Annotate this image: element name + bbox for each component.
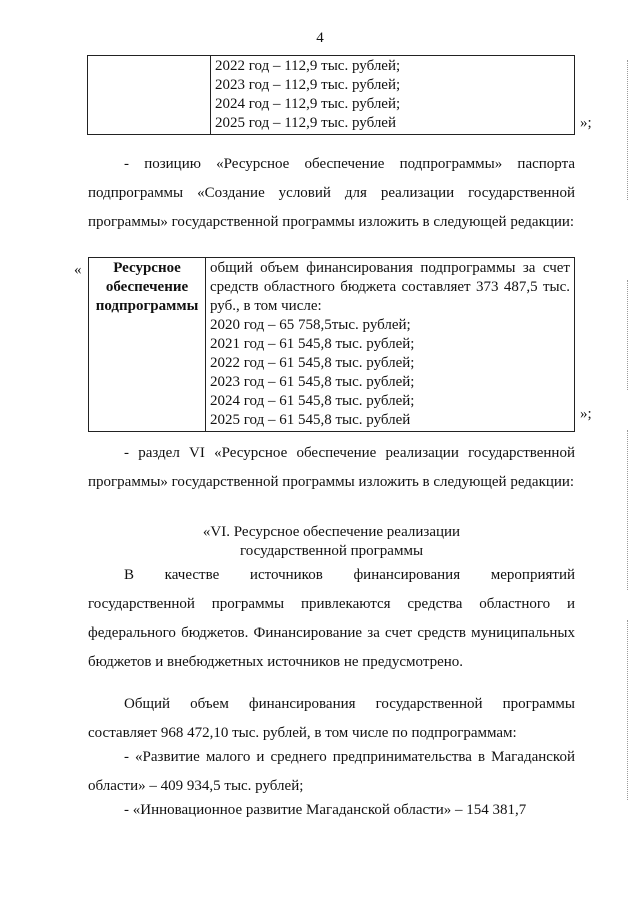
page-number: 4 xyxy=(316,30,324,46)
scan-margin-mark xyxy=(627,280,638,390)
empty-label-cell xyxy=(88,56,211,135)
instruction-paragraph xyxy=(88,439,575,497)
resource-provision-values xyxy=(206,258,575,432)
funding-lines-cell xyxy=(211,56,575,135)
funding-line: 2023 год – 61 545,8 тыс. рублей; xyxy=(210,374,415,390)
list-item-text: - «Развитие малого и среднего предпринимательства в Магаданской области» – 409 934,5 тыс. рублей; xyxy=(88,749,575,794)
funding-line: 2022 год – 61 545,8 тыс. рублей; xyxy=(210,355,415,371)
funding-line: 2021 год – 61 545,8 тыс. рублей; xyxy=(210,336,415,352)
closing-quote: »; xyxy=(580,406,592,422)
section-heading xyxy=(88,523,575,561)
funding-line: 2025 год – 61 545,8 тыс. рублей xyxy=(210,412,411,428)
funding-line: 2025 год – 112,9 тыс. рублей xyxy=(215,115,396,131)
funding-line: 2023 год – 112,9 тыс. рублей; xyxy=(215,77,401,93)
body-paragraph xyxy=(88,690,575,748)
funding-intro: общий объем финансирования подпрограммы за счет средств областного бюджета составляет 373 487,5 тыс. руб., в том числе: xyxy=(210,260,570,314)
funding-line: 2024 год – 61 545,8 тыс. рублей; xyxy=(210,393,415,409)
label-line: обеспечение xyxy=(105,279,189,295)
scan-margin-mark xyxy=(627,620,638,800)
instruction-text: - позицию «Ресурсное обеспечение подпрограммы» паспорта подпрограммы «Создание условий для реализации государственной программы» государственной программы изложить в следующей редакции: xyxy=(88,156,575,230)
instruction-text: - раздел VI «Ресурсное обеспечение реализации государственной программы» государственной программы изложить в следующей редакции: xyxy=(88,445,575,490)
resource-provision-label xyxy=(89,258,206,432)
section-heading-line: государственной программы xyxy=(239,543,424,559)
label-line: подпрограммы xyxy=(95,298,199,314)
body-paragraph xyxy=(88,561,575,677)
scan-margin-mark xyxy=(627,430,638,590)
funding-line: 2024 год – 112,9 тыс. рублей; xyxy=(215,96,401,112)
list-item-text: - «Инновационное развитие Магаданской области» – 154 381,7 xyxy=(124,802,527,818)
resource-provision-table xyxy=(88,257,575,432)
closing-quote: »; xyxy=(580,115,592,131)
list-item xyxy=(88,796,575,825)
body-text: Общий объем финансирования государственной программы составляет 968 472,10 тыс. рублей, в том числе по подпрограммам: xyxy=(88,696,575,741)
list-item xyxy=(88,743,575,801)
body-text: В качестве источников финансирования мероприятий государственной программы привлекаются средства областного и федерального бюджетов. Финансирование за счет средств муниципальных бюджетов и внебюджетных источников не предусмотрено. xyxy=(88,567,575,670)
scan-margin-mark xyxy=(627,60,638,200)
funding-line: 2022 год – 112,9 тыс. рублей; xyxy=(215,58,401,74)
opening-quote: « xyxy=(74,262,82,278)
instruction-paragraph xyxy=(88,150,575,237)
funding-table-continuation xyxy=(87,55,575,135)
funding-line: 2020 год – 65 758,5тыс. рублей; xyxy=(210,317,411,333)
label-line: Ресурсное xyxy=(113,260,181,276)
section-heading-line: «VI. Ресурсное обеспечение реализации xyxy=(202,524,461,540)
